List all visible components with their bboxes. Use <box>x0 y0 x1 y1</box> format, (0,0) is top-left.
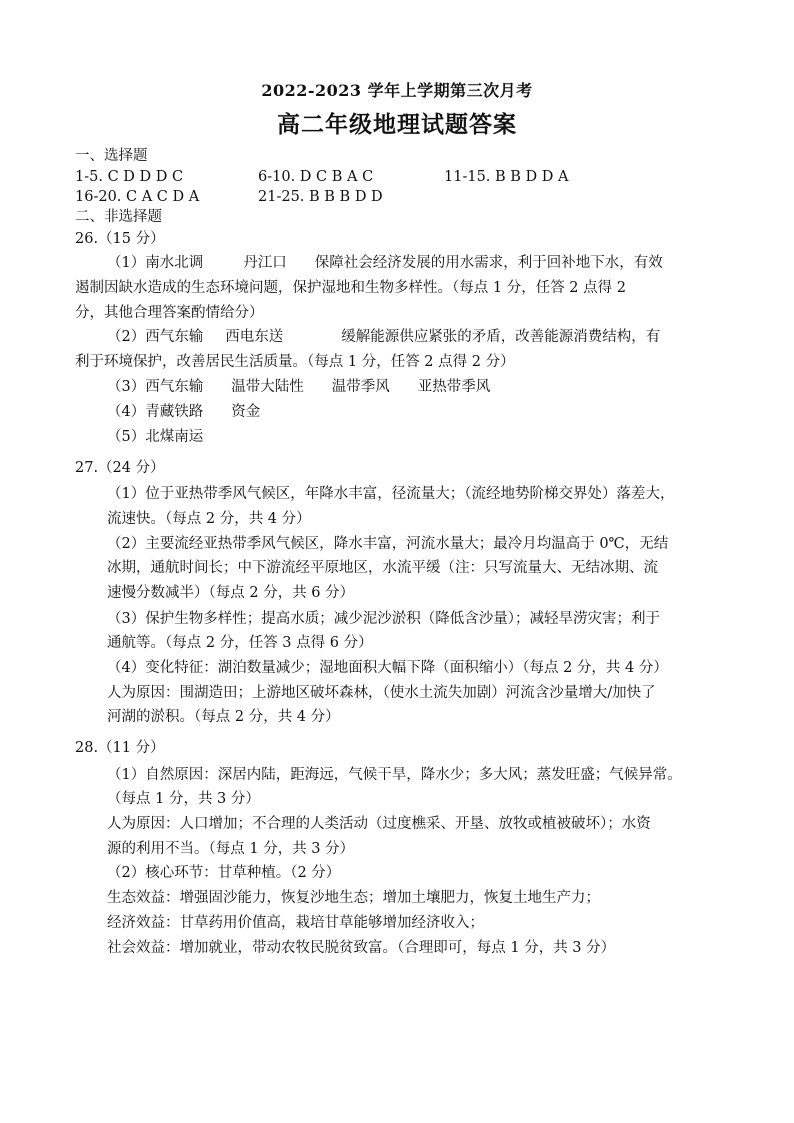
q27-line9: 人为原因：围湖造田；上游地区破坏森林，（使水土流失加剧）河流含沙量增大/加快了 <box>107 685 656 701</box>
q28-line5: （2）核心环节：甘草种植。（2 分） <box>107 865 341 881</box>
q26-part1-line1 <box>107 253 663 273</box>
q28-line6: 生态效益：增强固沙能力，恢复沙地生态；增加土壤肥力，恢复土地生产力； <box>107 890 600 906</box>
q28-label: 28.（11 分） <box>75 740 165 756</box>
q26-part2-line1 <box>107 327 660 347</box>
q26-p3-climate-c: 亚热带季风 <box>417 379 491 395</box>
q26-p1-project: （1）南水北调 <box>107 255 204 271</box>
q26-p3-climate-a: 温带大陆性 <box>231 379 304 395</box>
q26-p4-factor: 资金 <box>231 404 261 420</box>
section-heading-choice: 一、选择题 <box>75 148 148 164</box>
q26-part5-line: （5）北煤南运 <box>107 429 204 445</box>
q26-part1-line2: 遏制因缺水造成的生态环境问题，保护湿地和生物多样性。（每点 1 分，任答 2 点得 2 <box>75 280 626 296</box>
q27-line8: （4）变化特征：湖泊数量减少；湿地面积大幅下降（面积缩小）（每点 2 分，共 4 分） <box>107 660 668 676</box>
choice-answers-16-20: 16-20. C A C D A <box>75 189 200 205</box>
q28-line7: 经济效益：甘草药用价值高，栽培甘草能够增加经济收入； <box>107 915 484 931</box>
q26-part1-line3: 分，其他合理答案酌情给分） <box>75 305 264 321</box>
q28-line1: （1）自然原因：深居内陆，距海远，气候干旱，降水少；多大风；蒸发旺盛；气候异常。 <box>107 767 682 783</box>
q26-p2-benefit: 缓解能源供应紧张的矛盾，改善能源消费结构，有 <box>341 329 661 345</box>
q26-p3-climate-b: 温带季风 <box>331 379 390 395</box>
q26-p2-project-a: （2）西气东输 <box>107 329 204 345</box>
q27-line1: （1）位于亚热带季风气候区，年降水丰富，径流量大；（流经地势阶梯交界处）落差大， <box>107 486 675 502</box>
q28-line8: 社会效益：增加就业，带动农牧民脱贫致富。（合理即可，每点 1 分，共 3 分） <box>107 940 616 956</box>
q27-line10: 河湖的淤积。（每点 2 分，共 4 分） <box>107 709 340 725</box>
q26-p1-benefit: 保障社会经济发展的用水需求，利于回补地下水，有效 <box>314 255 663 271</box>
q27-label: 27.（24 分） <box>75 460 165 476</box>
choice-answers-21-25: 21-25. B B B D D <box>258 189 383 205</box>
exam-subtitle: 高二年级地理试题答案 <box>277 111 517 138</box>
q27-line6: （3）保护生物多样性；提高水质；减少泥沙淤积（降低含沙量）；减轻旱涝灾害；利于 <box>107 611 660 627</box>
q27-line4: 冰期，通航时间长；中下游流经平原地区，水流平缓（注：只写流量大、无结冰期、流 <box>107 560 658 576</box>
choice-answers-6-10: 6-10. D C B A C <box>258 169 374 185</box>
choice-answers-1-5: 1-5. C D D D C <box>75 169 184 185</box>
q26-p2-project-b: 西电东送 <box>225 329 284 345</box>
q26-p1-source: 丹江口 <box>243 255 287 271</box>
q27-line5: 速慢分数减半）（每点 2 分，共 6 分） <box>107 585 355 601</box>
section-heading-nonchoice: 二、非选择题 <box>75 209 162 225</box>
q26-p4-project: （4）青藏铁路 <box>107 404 204 420</box>
q27-line3: （2）主要流经亚热带季风气候区，降水丰富，河流水量大；最冷月均温高于 0℃，无结 <box>107 536 669 552</box>
q26-label: 26.（15 分） <box>75 231 165 247</box>
q27-line2: 流速快。（每点 2 分，共 4 分） <box>107 511 311 527</box>
exam-title: 2022-2023 学年上学期第三次月考 <box>261 81 533 100</box>
q28-line3: 人为原因：人口增加；不合理的人类活动（过度樵采、开垦、放牧或植被破坏）；水资 <box>107 816 651 832</box>
q26-part2-line2: 利于环境保护，改善居民生活质量。（每点 1 分，任答 2 点得 2 分） <box>75 354 515 370</box>
q26-part4-line <box>107 402 260 422</box>
q26-part3-line <box>107 377 490 397</box>
q28-line4: 源的利用不当。（每点 1 分，共 3 分） <box>107 841 355 857</box>
choice-answers-11-15: 11-15. B B D D A <box>444 169 569 185</box>
q26-p3-project: （3）西气东输 <box>107 379 204 395</box>
q27-line7: 通航等。（每点 2 分，任答 3 点得 6 分） <box>107 635 373 651</box>
q28-line2: （每点 1 分，共 3 分） <box>107 791 260 807</box>
